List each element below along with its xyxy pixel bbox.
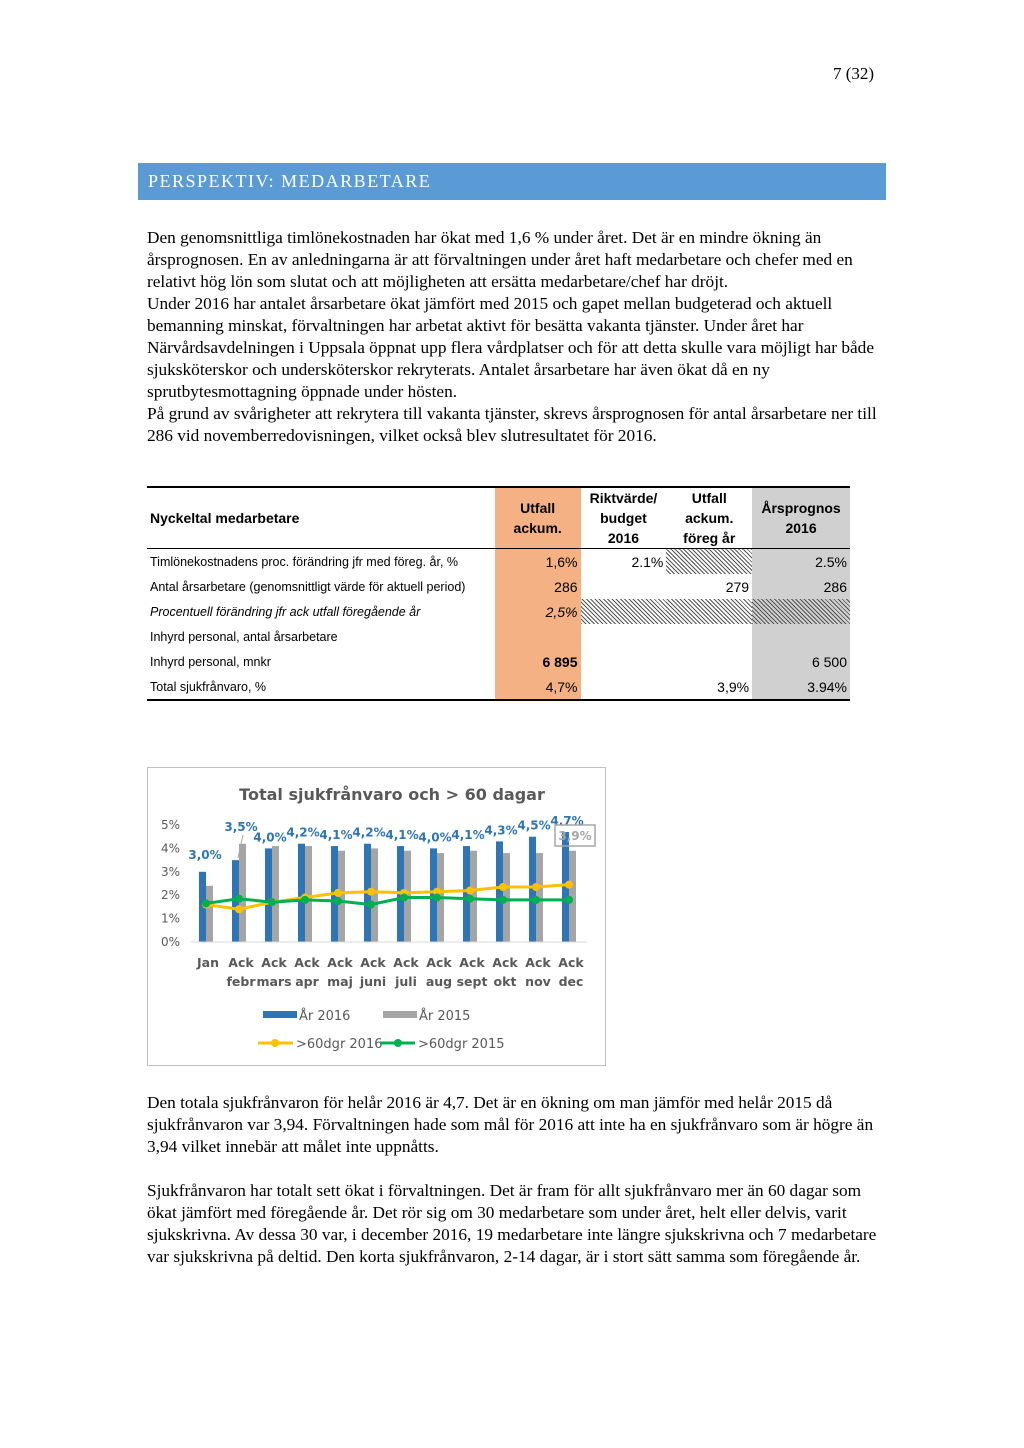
cell-prognos (752, 624, 850, 649)
data-label: 4,0% (418, 830, 452, 845)
cell-hatched (752, 599, 850, 624)
line-60dgr-2016 (206, 885, 569, 910)
bar-2015 (239, 844, 246, 942)
table-row (147, 549, 850, 575)
row-label: Antal årsarbetare (genomsnittligt värde för aktuell period) (150, 579, 466, 594)
y-tick-label: 5% (160, 818, 180, 832)
cell-riktvarde: 2.1% (631, 553, 664, 570)
cell-prognos: 2.5% (752, 549, 850, 575)
summary-text (147, 1092, 879, 1268)
table-row (147, 624, 850, 649)
x-tick-label: apr (295, 974, 319, 989)
x-tick-label: Ack (393, 955, 419, 970)
y-tick-label: 0% (160, 935, 180, 949)
bar-2016 (298, 844, 305, 942)
intro-paragraph: Under 2016 har antalet årsarbetare ökat jämfört med 2015 och gapet mellan budgeterad och aktuell bemanning minskat, förvaltningen har arbetat aktivt för besätta vakanta tjänster. Under året har Närvårdsavdelningen i Uppsala öppnat upp flera vårdplatser och för att detta skulle vara möjligt har både sjuksköterskor och undersköterskor rekryterats. Antalet årsarbetare har även ökat då en ny sprutbytesmottagning öppnade under hösten. (147, 294, 874, 401)
cell-hatched (666, 599, 752, 624)
x-tick-label: mars (256, 974, 292, 989)
cell-utfall-foreg: 3,9% (666, 674, 752, 700)
point-60dgr-2016 (235, 905, 243, 913)
point-60dgr-2016 (334, 889, 342, 897)
data-label: 3,5% (224, 820, 258, 834)
bar-2016 (265, 848, 272, 942)
x-tick-label: Ack (492, 955, 518, 970)
data-label: 4,1% (385, 828, 419, 843)
summary-paragraph: Sjukfrånvaron har totalt sett ökat i förvaltningen. Det är fram för allt sjukfrånvaro mer än 60 dagar som ökat jämfört med föregående år. Det rör sig om 30 medarbetare som under året, helt eller delvis, varit sjukskrivna. Av dessa 30 var, i december 2016, 19 medarbetare inte längre sjukskrivna och 7 medarbetare var sjukskrivna på deltid. Den korta sjukfrånvaron, 2-14 dagar, är i stort sätt samma som föregående år. (147, 1181, 877, 1266)
point-60dgr-2016 (466, 887, 474, 895)
data-label: 4,1% (451, 828, 485, 843)
point-60dgr-2015 (532, 896, 540, 904)
legend-label: År 2015 (419, 1009, 471, 1024)
key-figures-table (147, 486, 850, 701)
table-row (147, 649, 850, 674)
cell-utfall (495, 624, 581, 649)
x-tick-label: juli (395, 974, 417, 989)
point-60dgr-2015 (400, 894, 408, 902)
data-label: 4,0% (253, 830, 287, 845)
row-label: Total sjukfrånvaro, % (147, 674, 495, 700)
cell-riktvarde (581, 624, 667, 649)
cell-riktvarde (581, 674, 667, 700)
x-tick-label: Ack (525, 955, 551, 970)
header-utfall: Utfall ackum. (495, 487, 581, 549)
legend-label: År 2016 (299, 1009, 351, 1024)
bar-2015 (272, 846, 279, 942)
x-tick-label: Ack (360, 955, 386, 970)
y-tick-label: 3% (160, 864, 180, 879)
cell-utfall: 2,5% (495, 599, 581, 624)
cell-utfall: 1,6% (495, 549, 581, 575)
cell-utfall: 4,7% (495, 674, 581, 700)
legend-swatch-2016 (263, 1011, 297, 1018)
legend-label: >60dgr 2015 (418, 1037, 505, 1052)
header-riktvarde: Riktvärde/ budget 2016 (581, 487, 667, 549)
x-tick-label: juni (359, 974, 387, 989)
cell-prognos: 286 (752, 574, 850, 599)
row-label: Timlönekostnadens proc. förändring jfr med föreg. år, % (150, 554, 459, 569)
cell-hatched (581, 599, 667, 624)
legend-marker-60dgr-2015 (394, 1039, 402, 1047)
data-label: 4.7% (550, 814, 584, 829)
x-tick-label: Ack (426, 955, 452, 970)
bar-2016 (496, 841, 503, 942)
row-label: Inhyrd personal, antal årsarbetare (150, 629, 338, 644)
point-60dgr-2015 (466, 895, 474, 903)
x-tick-label: Ack (261, 955, 287, 970)
y-tick-label: 1% (160, 911, 180, 926)
point-60dgr-2016 (565, 881, 573, 889)
data-label: 3,0% (188, 848, 222, 862)
cell-riktvarde (581, 574, 667, 599)
x-tick-label: nov (525, 974, 551, 989)
x-tick-label: maj (327, 974, 353, 989)
intro-text (147, 227, 879, 447)
cell-riktvarde (581, 649, 667, 674)
x-tick-label: Ack (558, 955, 584, 970)
table-header-row (147, 487, 850, 549)
legend-marker-60dgr-2016 (271, 1039, 279, 1047)
row-label: Inhyrd personal, mnkr (150, 654, 271, 669)
table-row (147, 574, 850, 599)
point-60dgr-2015 (268, 898, 276, 906)
data-label: 4,1% (319, 828, 353, 843)
intro-paragraph: På grund av svårigheter att rekrytera till vakanta tjänster, skrevs årsprognosen för antal årsarbetare ner till 286 vid novemberredovisningen, vilket också blev slutresultatet för 2016. (147, 404, 877, 445)
chart-svg (148, 768, 605, 1065)
intro-paragraph: Den genomsnittliga timlönekostnaden har ökat med 1,6 % under året. Det är en mindre ökning än årsprognosen. En av anledningarna är att förvaltningen under året haft medarbetare och chefer med en relativt hög lön som slutat och att möjligheten att ersätta medarbetare/chef har dröjt. (147, 228, 853, 291)
data-label: 4,5% (517, 818, 551, 833)
header-utfall-foreg: Utfall ackum. föreg år (666, 487, 752, 549)
y-tick-label: 4% (160, 841, 180, 856)
point-60dgr-2015 (235, 895, 243, 903)
legend-swatch-2015 (383, 1011, 417, 1018)
x-tick-label: okt (493, 974, 517, 989)
extra-data-label: 3,9% (558, 829, 592, 843)
bar-2015 (206, 886, 213, 942)
x-tick-label: Ack (327, 955, 353, 970)
x-tick-label: dec (558, 974, 584, 989)
header-arsprognos: Årsprognos 2016 (752, 487, 850, 549)
point-60dgr-2015 (334, 897, 342, 905)
point-60dgr-2015 (301, 896, 309, 904)
data-label: 4,2% (286, 825, 320, 840)
sick-leave-chart (147, 767, 606, 1066)
cell-hatched (666, 549, 752, 575)
point-60dgr-2015 (202, 899, 210, 907)
x-tick-label: sept (456, 974, 488, 989)
cell-prognos: 3.94% (752, 674, 850, 700)
point-60dgr-2015 (499, 896, 507, 904)
legend-label: >60dgr 2016 (296, 1037, 383, 1052)
cell-utfall-foreg (666, 624, 752, 649)
cell-utfall-foreg: 279 (725, 578, 750, 595)
cell-utfall: 286 (495, 574, 581, 599)
summary-paragraph: Den totala sjukfrånvaron för helår 2016 är 4,7. Det är en ökning om man jämför med helår 2015 då sjukfrånvaron var 3,94. Förvaltningen hade som mål för 2016 att inte ha en sjukfrånvaro som är högre än 3,94 vilket innebär att målet inte uppnåtts. (147, 1093, 874, 1156)
point-60dgr-2015 (565, 896, 573, 904)
point-60dgr-2016 (499, 883, 507, 891)
section-banner: PERSPEKTIV: MEDARBETARE (138, 163, 886, 200)
cell-utfall-foreg (666, 649, 752, 674)
data-label: 4,3% (484, 823, 518, 838)
page-number: 7 (32) (833, 64, 875, 83)
table-row (147, 599, 850, 624)
point-60dgr-2016 (532, 883, 540, 891)
header-label: Nyckeltal medarbetare (147, 487, 495, 549)
row-label: Procentuell förändring jfr ack utfall föregående år (150, 604, 421, 619)
table-row (147, 674, 850, 700)
cell-prognos: 6 500 (752, 649, 850, 674)
point-60dgr-2015 (433, 894, 441, 902)
point-60dgr-2016 (367, 888, 375, 896)
x-tick-label: Ack (228, 955, 254, 970)
x-tick-label: febr (226, 974, 256, 989)
x-tick-label: aug (425, 974, 453, 989)
x-tick-label: Ack (294, 955, 320, 970)
point-60dgr-2015 (367, 901, 375, 909)
data-label: 4,2% (352, 825, 386, 840)
x-tick-label: Jan (197, 955, 219, 970)
cell-utfall: 6 895 (495, 649, 581, 674)
chart-title: Total sjukfrånvaro och > 60 dagar (239, 785, 545, 804)
y-tick-label: 2% (160, 888, 180, 903)
x-tick-label: Ack (459, 955, 485, 970)
